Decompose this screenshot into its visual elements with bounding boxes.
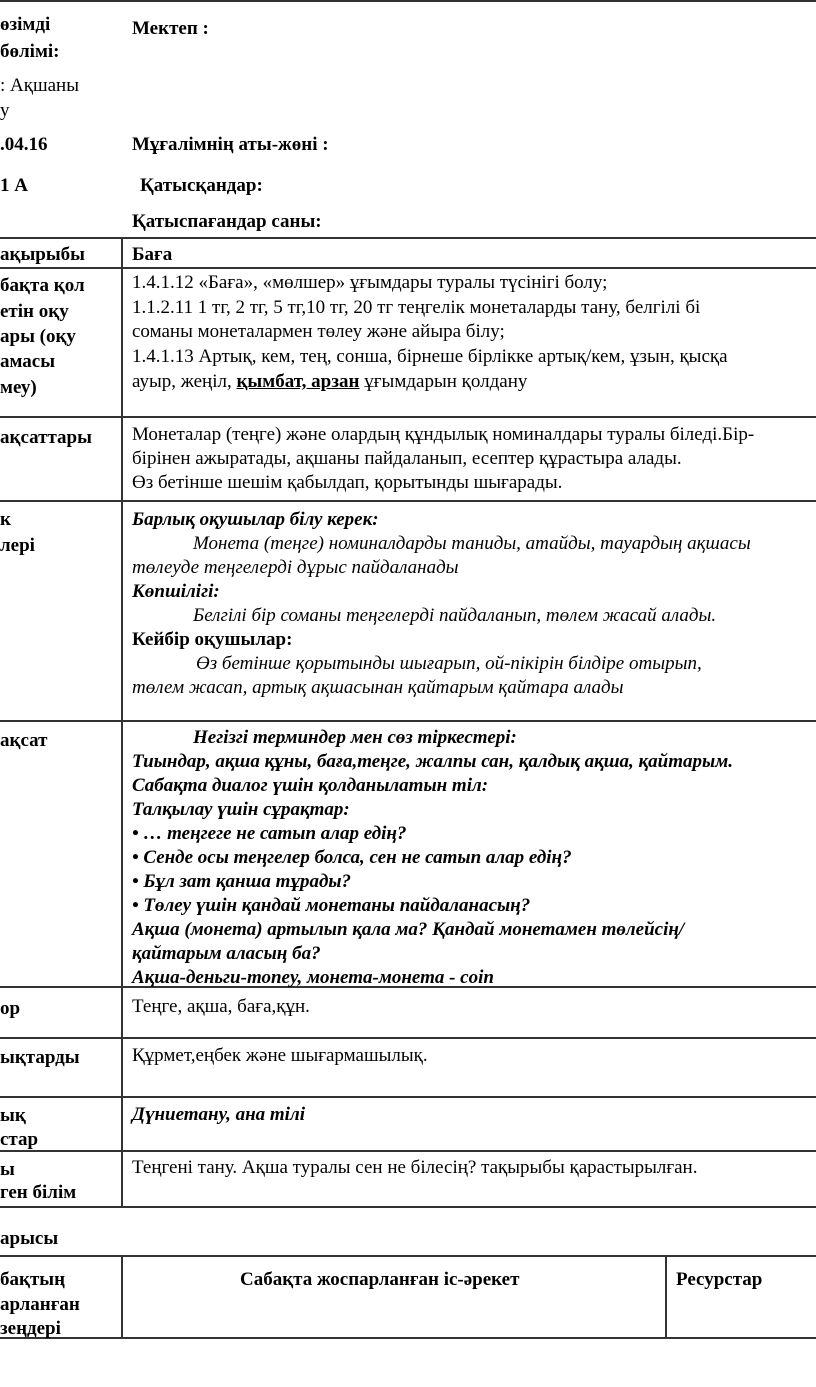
links-value: Дүниетану, ана тілі [132, 1104, 305, 1125]
objective-line-3: соманы монеталармен төлеу және айыра білу; [132, 321, 505, 342]
objective-line-5-end: ұғымдарын қолдану [359, 371, 528, 392]
success-label-2: лері [0, 535, 35, 556]
section-label-line1: өзімді [0, 14, 51, 35]
prior-label-2: ген білім [0, 1182, 77, 1203]
terms-label: ор [0, 998, 21, 1019]
objectives-label-5: меу) [0, 377, 37, 398]
some-students-line-1: Өз бетінше қорытынды шығарып, ой-пікірін білдіре отырып, [196, 653, 702, 674]
terms-value: Теңге, ақша, баға,құн. [132, 996, 310, 1017]
links-label-1: ық [0, 1105, 26, 1126]
plan-stage-header-2: арланған [0, 1294, 80, 1315]
objective-line-5 [132, 370, 527, 394]
objective-line-4: 1.4.1.13 Артық, кем, тең, сонша, бірнеше бірлікке артық/кем, ұзын, қысқа [132, 346, 728, 367]
table-col-divider [121, 237, 123, 1208]
objective-line-1: 1.4.1.12 «Баға», «мөлшер» ұғымдары туралы түсінігі болу; [132, 272, 608, 293]
plan-col-divider-2 [665, 1255, 667, 1339]
topic-header-line1: : Ақшаны [0, 75, 79, 96]
language-question-6: қайтарым аласың ба? [132, 943, 321, 964]
row-divider [0, 720, 816, 722]
language-line-4: Талқылау үшін сұрақтар: [132, 799, 350, 820]
objective-line-5-emphasis: қымбат, арзан [236, 371, 360, 392]
most-students-heading: Көпшілігі: [132, 581, 220, 602]
language-translation: Ақша-деньги-топеу, монета-монета - coin [132, 967, 494, 988]
lesson-date: .04.16 [0, 134, 48, 155]
most-students-line: Белгілі бір соманы теңгелерді пайдаланып, төлем жасай алады. [193, 605, 717, 626]
some-students-line-2: төлем жасап, артық ақшасынан қайтарым қайтара алады [132, 677, 624, 698]
topic-row-label: ақырыбы [0, 244, 86, 265]
language-line-3: Сабақта диалог үшін қолданылатын тіл: [132, 775, 489, 796]
plan-resources-header: Ресурстар [676, 1269, 763, 1290]
absent-label: Қатыспағандар саны: [132, 211, 322, 232]
some-students-heading: Кейбір оқушылар: [132, 629, 293, 650]
values-value: Құрмет,еңбек және шығармашылық. [132, 1045, 428, 1066]
aims-label: ақсаттары [0, 427, 92, 448]
prior-value: Теңгені тану. Ақша туралы сен не білесің? тақырыбы қарастырылған. [132, 1157, 698, 1178]
all-students-heading: Барлық оқушылар білу керек: [132, 509, 379, 530]
teacher-label: Мұғалімнің аты-жөні : [132, 134, 329, 155]
language-question-1: • … теңгеге не сатып алар едің? [132, 823, 407, 844]
present-label: Қатысқандар: [140, 175, 263, 196]
topic-header-line2: у [0, 100, 10, 121]
plan-heading: арысы [0, 1228, 59, 1249]
language-label: ақсат [0, 730, 48, 751]
plan-stage-header-1: бақтың [0, 1269, 66, 1290]
values-label: ықтарды [0, 1047, 80, 1068]
row-divider [0, 1150, 816, 1152]
objectives-label-3: ары (оқу [0, 326, 76, 347]
row-divider [0, 1037, 816, 1039]
aims-line-3: Өз бетінше шешім қабылдап, қорытынды шығарады. [132, 472, 563, 493]
links-label-2: стар [0, 1129, 39, 1150]
language-question-5: Ақша (монета) артылып қала ма? Қандай монетамен төлейсің/ [132, 919, 685, 940]
plan-col-divider-1 [121, 1255, 123, 1339]
language-question-3: • Бұл зат қанша тұрады? [132, 871, 352, 892]
objectives-label-2: етін оқу [0, 301, 69, 322]
success-label-1: к [0, 509, 11, 530]
all-students-line-2: төлеуде теңгелерді дұрыс пайдаланады [132, 557, 459, 578]
language-question-2: • Сенде осы теңгелер болса, сен не сатып алар едің? [132, 847, 572, 868]
class-name: 1 А [0, 175, 28, 196]
objectives-label-1: бақта қол [0, 275, 85, 296]
school-label: Мектеп : [132, 18, 209, 39]
table-bottom-line [0, 1206, 816, 1208]
plan-table-bottom [0, 1337, 816, 1339]
section-label-line2: бөлімі: [0, 41, 60, 62]
topic-row-value: Баға [132, 244, 173, 265]
row-divider [0, 500, 816, 502]
row-divider [0, 416, 816, 418]
objectives-label-4: амасы [0, 351, 56, 372]
aims-line-2: бірінен ажыратады, ақшаны пайдаланып, есептер құрастыра алады. [132, 448, 682, 469]
prior-label-1: ы [0, 1159, 15, 1180]
language-line-1: Негізгі терминдер мен сөз тіркестері: [193, 727, 517, 748]
row-divider [0, 1096, 816, 1098]
plan-activity-header: Сабақта жоспарланған іс-әрекет [240, 1269, 520, 1290]
all-students-line-1: Монета (теңге) номиналдарды таниды, атайды, тауардың ақшасы [193, 533, 751, 554]
aims-line-1: Монеталар (теңге) және олардың құндылық номиналдары туралы біледі.Бір- [132, 424, 755, 445]
row-divider [0, 267, 816, 269]
language-question-4: • Төлеу үшін қандай монетаны пайдаланасың? [132, 895, 531, 916]
objective-line-5-start: ауыр, жеңіл, [132, 371, 237, 392]
plan-stage-header-3: зеңдері [0, 1318, 61, 1339]
language-line-2: Тиындар, ақша құны, баға,теңге, жалпы сан, қалдық ақша, қайтарым. [132, 751, 733, 772]
objective-line-2: 1.1.2.11 1 тг, 2 тг, 5 тг,10 тг, 20 тг теңгелік монеталарды тану, белгілі бі [132, 297, 701, 318]
top-border [0, 0, 816, 2]
